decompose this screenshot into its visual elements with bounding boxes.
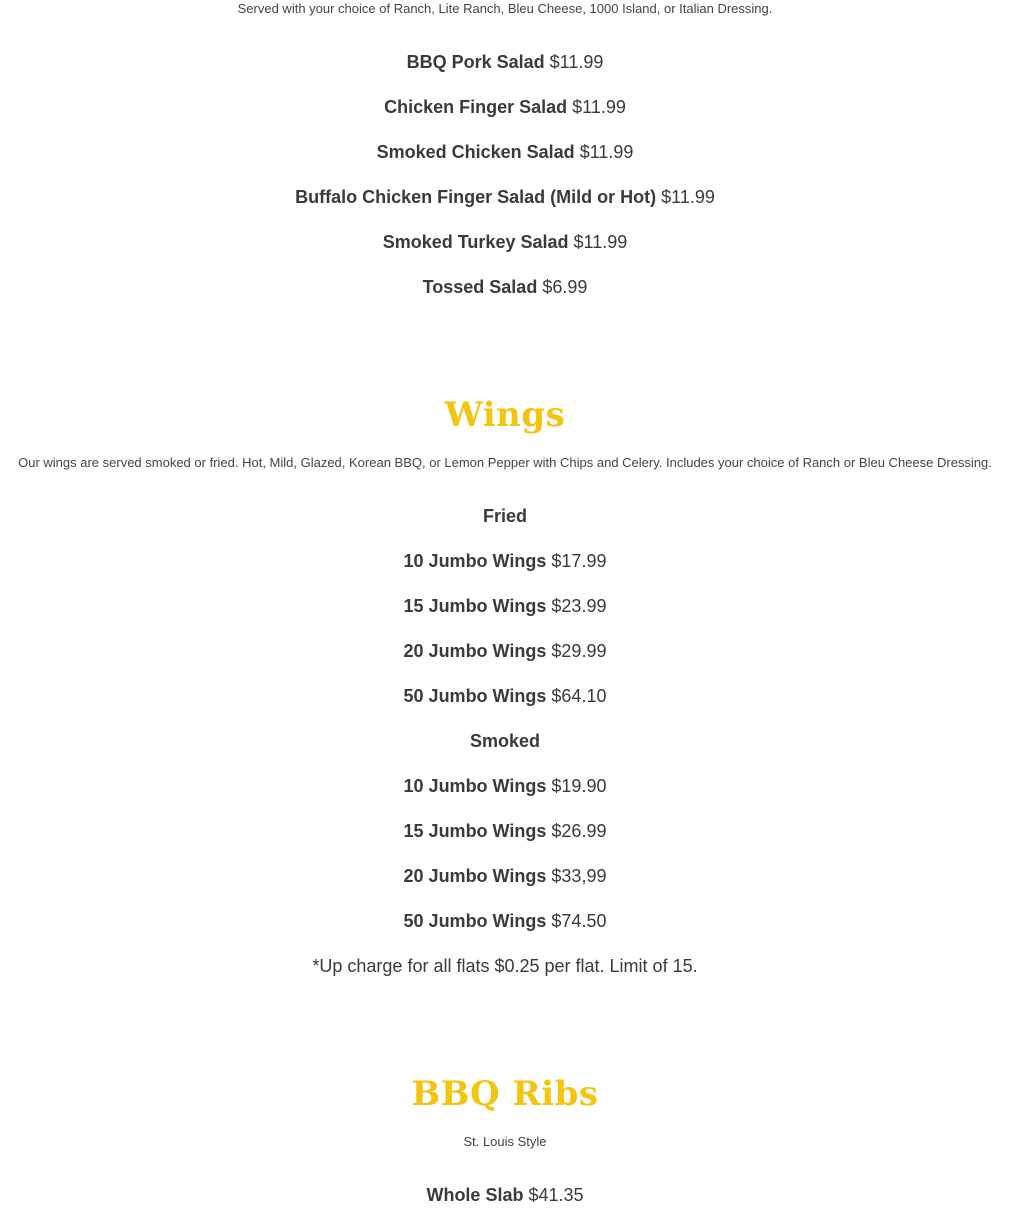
menu-item bbox=[0, 819, 1010, 843]
menu-item bbox=[0, 549, 1010, 573]
item-name: 10 Jumbo Wings bbox=[403, 776, 547, 796]
menu-item bbox=[0, 909, 1010, 933]
item-price: $11.99 bbox=[549, 52, 604, 72]
ribs-heading: BBQ Ribs bbox=[411, 1074, 599, 1114]
wings-heading: Wings bbox=[444, 395, 566, 435]
ribs-style-note: St. Louis Style bbox=[463, 1134, 547, 1149]
item-price: $11.99 bbox=[573, 232, 628, 252]
menu-item bbox=[0, 1183, 1010, 1207]
item-name: Tossed Salad bbox=[422, 277, 538, 297]
item-price: $17.99 bbox=[551, 551, 607, 571]
item-name: 50 Jumbo Wings bbox=[403, 911, 547, 931]
menu-item bbox=[0, 140, 1010, 164]
menu-item bbox=[0, 639, 1010, 663]
menu-item bbox=[0, 275, 1010, 299]
item-price: $11.99 bbox=[661, 187, 715, 207]
flats-upcharge-note: *Up charge for all flats $0.25 per flat. Limit of 15. bbox=[312, 956, 698, 976]
item-price: $26.99 bbox=[551, 821, 607, 841]
item-name: 20 Jumbo Wings bbox=[403, 866, 547, 886]
menu-item bbox=[0, 230, 1010, 254]
menu-item bbox=[0, 684, 1010, 708]
item-price: $11.99 bbox=[572, 97, 626, 117]
menu-item bbox=[0, 594, 1010, 618]
item-name: Smoked Turkey Salad bbox=[382, 232, 569, 252]
item-price: $74.50 bbox=[551, 911, 607, 931]
salad-dressing-note: Served with your choice of Ranch, Lite Ranch, Bleu Cheese, 1000 Island, or Italian Dressing. bbox=[237, 1, 773, 16]
item-name: Buffalo Chicken Finger Salad (Mild or Hot) bbox=[295, 187, 657, 207]
menu-item bbox=[0, 864, 1010, 888]
item-price: $29.99 bbox=[551, 641, 607, 661]
item-price: $11.99 bbox=[579, 142, 634, 162]
item-name: Whole Slab bbox=[426, 1185, 524, 1205]
item-price: $6.99 bbox=[542, 277, 588, 297]
item-name: BBQ Pork Salad bbox=[406, 52, 545, 72]
item-name: Chicken Finger Salad bbox=[384, 97, 568, 117]
menu-item bbox=[0, 95, 1010, 119]
smoked-subheading: Smoked bbox=[469, 731, 541, 751]
item-name: Smoked Chicken Salad bbox=[376, 142, 575, 162]
fried-subheading: Fried bbox=[482, 506, 527, 526]
item-name: 10 Jumbo Wings bbox=[403, 551, 547, 571]
item-price: $33,99 bbox=[551, 866, 607, 886]
item-price: $64.10 bbox=[551, 686, 607, 706]
menu-item bbox=[0, 774, 1010, 798]
item-price: $41.35 bbox=[528, 1185, 584, 1205]
item-name: 15 Jumbo Wings bbox=[403, 596, 547, 616]
menu-item bbox=[0, 50, 1010, 74]
item-name: 50 Jumbo Wings bbox=[403, 686, 547, 706]
item-price: $23.99 bbox=[551, 596, 607, 616]
menu-item bbox=[0, 185, 1010, 209]
item-name: 15 Jumbo Wings bbox=[403, 821, 547, 841]
item-name: 20 Jumbo Wings bbox=[403, 641, 547, 661]
wings-description: Our wings are served smoked or fried. Hot, Mild, Glazed, Korean BBQ, or Lemon Pepper with Chips and Celery. Includes your choice of Ranch or Bleu Cheese Dressing. bbox=[18, 455, 992, 470]
item-price: $19.90 bbox=[551, 776, 607, 796]
